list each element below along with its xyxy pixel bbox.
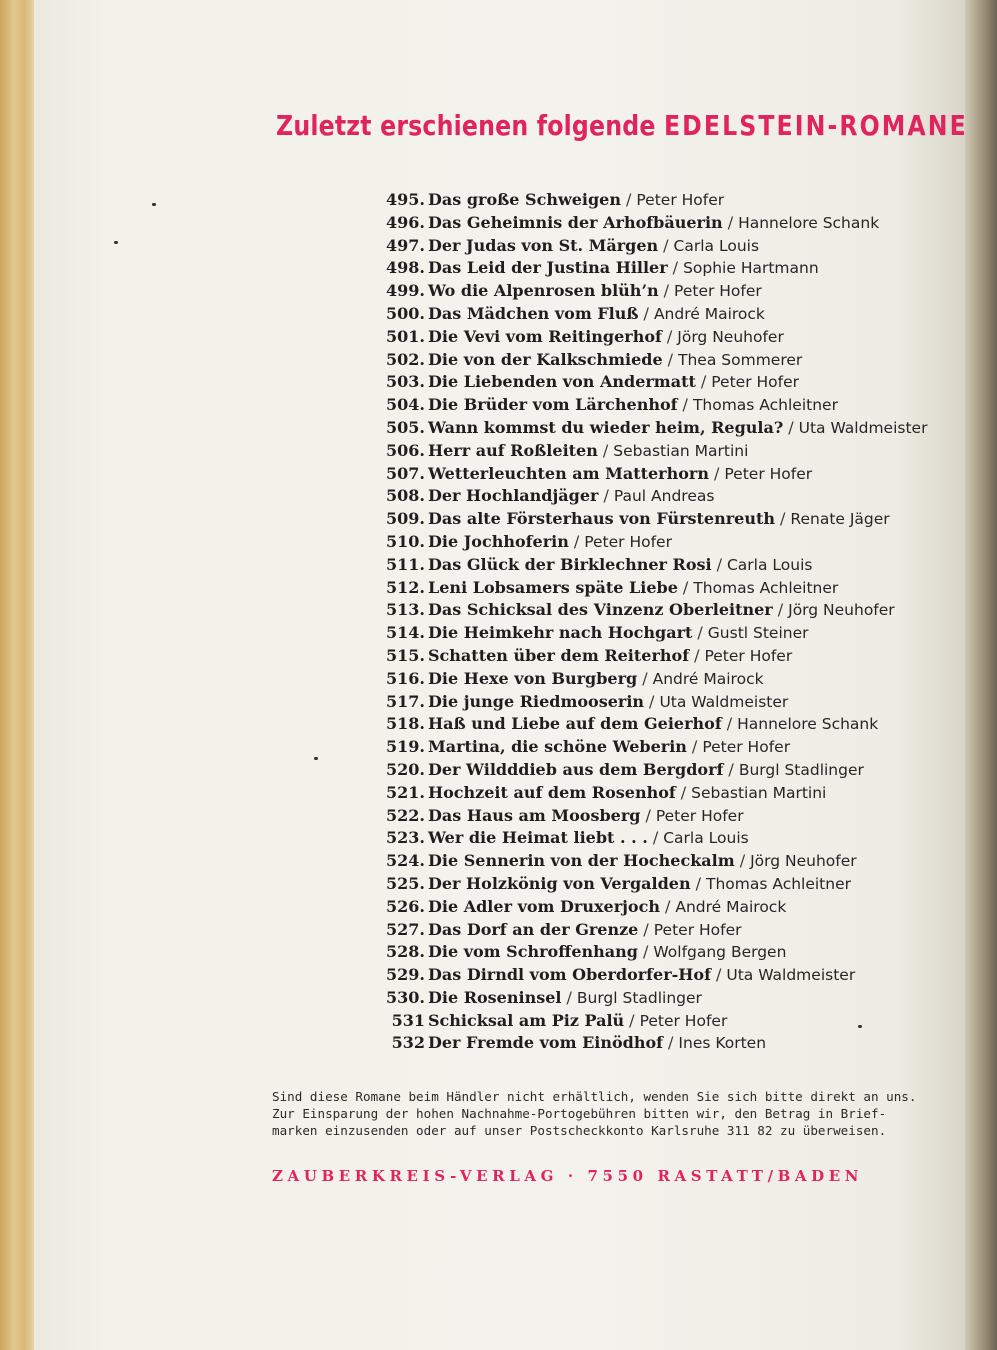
book-author: Jörg Neuhofer [750, 852, 857, 871]
paper-speck [114, 241, 118, 244]
separator: / [777, 600, 784, 620]
book-author: André Mairock [652, 669, 764, 688]
list-item [377, 577, 957, 600]
list-item [377, 919, 957, 942]
book-title: Haß und Liebe auf dem Geierhof [428, 714, 722, 734]
book-title: Wo die Alpenrosen blüh’n [428, 281, 659, 301]
separator: / [788, 417, 794, 437]
book-title: Herr auf Roßleiten [428, 440, 598, 460]
list-item [377, 987, 957, 1010]
separator: / [728, 759, 734, 779]
book-author: Peter Hofer [711, 373, 800, 392]
separator: / [713, 463, 720, 483]
book-author: Peter Hofer [584, 532, 672, 551]
book-title: Das Glück der Birklechner Rosi [428, 554, 712, 574]
book-title: Die Heimkehr nach Hochgart [428, 623, 693, 643]
book-number: 510. [386, 531, 425, 551]
separator: / [643, 919, 649, 939]
separator: / [726, 714, 733, 734]
separator: / [682, 577, 689, 597]
book-author: Carla Louis [726, 555, 813, 574]
book-title: Die Roseninsel [428, 987, 562, 1007]
list-item [377, 1032, 957, 1055]
book-author: Thomas Achleitner [692, 396, 838, 415]
book-number: 516. [386, 668, 425, 688]
list-item [377, 326, 957, 349]
book-author: Paul Andreas [613, 487, 715, 506]
book-author: Carla Louis [663, 829, 749, 848]
book-number: 508. [386, 486, 425, 506]
book-title: Leni Lobsamers späte Liebe [428, 577, 678, 597]
book-author: Jörg Neuhofer [677, 327, 784, 346]
list-item [377, 349, 957, 372]
book-number: 514. [386, 623, 425, 643]
list-item [377, 212, 957, 235]
book-title: Das Leid der Justina Hiller [428, 258, 668, 278]
list-item [377, 736, 957, 759]
book-author: Ines Korten [678, 1034, 767, 1053]
page-title [276, 110, 968, 142]
list-item [377, 964, 957, 987]
list-item [377, 1010, 957, 1033]
book-author: Burgl Stadlinger [738, 760, 864, 779]
separator: / [625, 190, 632, 209]
book-author: Thomas Achleitner [693, 578, 839, 597]
separator: / [649, 691, 655, 711]
book-number: 504. [386, 395, 425, 415]
book-number: 505. [386, 417, 425, 437]
list-item [377, 303, 957, 326]
list-item [377, 531, 957, 554]
book-number: 525. [386, 873, 425, 893]
separator: / [727, 212, 734, 232]
book-author: Peter Hofer [636, 191, 725, 209]
book-number: 495. [386, 190, 425, 209]
book-number: 502. [386, 349, 425, 369]
book-title: Der Hochlandjäger [428, 486, 599, 506]
book-title: Wetterleuchten am Matterhorn [428, 463, 709, 483]
book-number: 509. [386, 509, 425, 529]
book-author: Uta Waldmeister [726, 966, 856, 985]
list-item [377, 941, 957, 964]
list-item [377, 850, 957, 873]
book-author: Uta Waldmeister [798, 418, 928, 437]
list-item [377, 394, 957, 417]
list-item [377, 759, 957, 782]
separator: / [573, 531, 580, 551]
book-number: 521. [386, 782, 425, 802]
list-item [377, 782, 957, 805]
book-author: Burgl Stadlinger [576, 988, 702, 1007]
book-number: 530. [386, 987, 425, 1007]
book-title: Das alte Försterhaus von Fürstenreuth [428, 509, 775, 529]
title-prefix: Zuletzt erschienen folgende [276, 110, 656, 142]
list-item [377, 645, 957, 668]
list-item [377, 235, 957, 258]
book-number: 511. [386, 554, 425, 574]
list-item [377, 440, 957, 463]
separator: / [682, 395, 688, 415]
list-item [377, 827, 957, 850]
book-number: 527. [386, 919, 425, 939]
book-number: 513. [386, 600, 425, 620]
list-item [377, 485, 957, 508]
book-author: Peter Hofer [704, 646, 793, 665]
notice-line: Zur Einsparung der hohen Nachnahme-Portogebühren bitten wir, den Betrag in Brief- [272, 1106, 887, 1121]
book-title: Die Hexe von Burgberg [428, 668, 638, 688]
separator: / [664, 896, 671, 916]
separator: / [642, 942, 649, 962]
publisher-imprint: ZAUBERKREIS-VERLAG · 7550 RASTATT/BADEN [272, 1167, 864, 1185]
separator: / [716, 554, 722, 574]
list-item [377, 873, 957, 896]
notice-line: Sind diese Romane beim Händler nicht erhältlich, wenden Sie sich bitte direkt an uns. [272, 1089, 917, 1104]
book-author: Renate Jäger [790, 510, 890, 529]
paper-speck [152, 203, 156, 206]
paper-speck [858, 1025, 862, 1028]
book-author: Peter Hofer [653, 920, 742, 939]
book-title: Das Mädchen vom Fluß [428, 303, 639, 323]
book-number: 501. [386, 326, 425, 346]
book-title: Hochzeit auf dem Rosenhof [428, 782, 676, 802]
book-author: Sophie Hartmann [683, 259, 819, 278]
book-author: Uta Waldmeister [659, 692, 789, 711]
book-title: Der Fremde vom Einödhof [428, 1033, 664, 1053]
book-title: Das Schicksal des Vinzenz Oberleitner [428, 600, 773, 620]
separator: / [629, 1010, 635, 1030]
book-title: Der Holzkönig von Vergalden [428, 873, 691, 893]
book-title: Die Sennerin von der Hocheckalm [428, 851, 735, 871]
book-title: Die Vevi vom Reitingerhof [428, 326, 662, 346]
book-title: Das Dirndl vom Oberdorfer-Hof [428, 965, 711, 985]
book-number: 507. [386, 463, 425, 483]
book-title: Die vom Schroffenhang [428, 942, 638, 962]
book-number: 520. [386, 759, 425, 779]
book-number: 528. [386, 942, 425, 962]
separator: / [667, 349, 674, 369]
book-author: André Mairock [675, 897, 787, 916]
separator: / [663, 235, 669, 255]
book-author: Jörg Neuhofer [788, 601, 895, 620]
list-item [377, 896, 957, 919]
list-item [377, 508, 957, 531]
book-author: Gustl Steiner [707, 624, 809, 643]
book-number: 500. [386, 303, 425, 323]
book-list [377, 189, 957, 1055]
book-title: Martina, die schöne Weberin [428, 737, 687, 757]
separator: / [603, 486, 609, 506]
book-title: Wann kommst du wieder heim, Regula? [428, 417, 784, 437]
list-item [377, 554, 957, 577]
separator: / [697, 623, 703, 643]
list-item [377, 691, 957, 714]
separator: / [666, 326, 673, 346]
book-author: Peter Hofer [674, 282, 762, 301]
separator: / [739, 851, 746, 871]
book-number: 517. [386, 691, 425, 711]
book-title: Die Adler vom Druxerjoch [428, 896, 660, 916]
separator: / [663, 281, 670, 301]
separator: / [602, 440, 609, 460]
book-title: Das große Schweigen [428, 190, 621, 209]
book-author: Thea Sommerer [678, 350, 803, 369]
book-author: Hannelore Schank [737, 715, 879, 734]
book-number: 497. [386, 235, 425, 255]
book-number: 498. [386, 258, 425, 278]
separator: / [780, 509, 786, 529]
book-title: Die Liebenden von Andermatt [428, 372, 696, 392]
book-author: Peter Hofer [724, 464, 813, 483]
book-title: Das Dorf an der Grenze [428, 919, 639, 939]
book-number: 503. [386, 372, 425, 392]
paper-speck [314, 757, 318, 760]
order-notice [272, 1088, 962, 1139]
book-number: 506. [386, 440, 425, 460]
list-item [377, 805, 957, 828]
separator: / [700, 372, 707, 392]
book-title: Die von der Kalkschmiede [428, 349, 663, 369]
book-number: 529. [386, 965, 425, 985]
book-number: 526. [386, 896, 425, 916]
book-number: 512. [386, 577, 425, 597]
separator: / [642, 668, 648, 688]
book-author: Wolfgang Bergen [653, 943, 787, 962]
separator: / [691, 737, 698, 757]
list-item [377, 257, 957, 280]
book-number: 532 [391, 1033, 425, 1053]
separator: / [680, 782, 687, 802]
separator: / [652, 828, 659, 848]
book-number: 518. [386, 714, 425, 734]
book-number: 524. [386, 851, 425, 871]
binding-shadow [965, 0, 997, 1350]
book-number: 523. [386, 828, 425, 848]
book-author: Thomas Achleitner [705, 874, 851, 893]
separator: / [668, 1033, 674, 1053]
book-title: Das Haus am Moosberg [428, 805, 641, 825]
list-item [377, 713, 957, 736]
list-item [377, 599, 957, 622]
separator: / [566, 987, 572, 1007]
list-item [377, 280, 957, 303]
separator: / [645, 805, 651, 825]
list-item [377, 668, 957, 691]
separator: / [643, 303, 649, 323]
book-title: Die Brüder vom Lärchenhof [428, 395, 678, 415]
book-title: Wer die Heimat liebt . . . [428, 828, 648, 848]
book-title: Der Judas von St. Märgen [428, 235, 659, 255]
list-item [377, 622, 957, 645]
book-title: Die Jochhoferin [428, 531, 569, 551]
book-number: 522. [386, 805, 425, 825]
notice-line: marken einzusenden oder auf unser Postscheckkonto Karlsruhe 311 82 zu überweisen. [272, 1123, 887, 1138]
list-item [377, 463, 957, 486]
book-author: André Mairock [653, 304, 765, 323]
book-number: 515. [386, 645, 425, 665]
book-number: 499. [386, 281, 425, 301]
book-number: 531 [391, 1010, 425, 1030]
list-item [377, 371, 957, 394]
book-author: Carla Louis [673, 236, 760, 255]
separator: / [715, 965, 722, 985]
book-title: Die junge Riedmooserin [428, 691, 645, 711]
book-number: 519. [386, 737, 425, 757]
book-author: Hannelore Schank [738, 213, 880, 232]
book-author: Peter Hofer [655, 806, 744, 825]
book-title: Schatten über dem Reiterhof [428, 645, 690, 665]
book-title: Schicksal am Piz Palü [428, 1010, 625, 1030]
book-title: Das Geheimnis der Arhofbäuerin [428, 212, 723, 232]
series-name: EDELSTEIN-ROMANE [663, 110, 968, 142]
separator: / [694, 645, 700, 665]
book-title: Der Wildddieb aus dem Bergdorf [428, 759, 724, 779]
separator: / [672, 258, 679, 278]
list-item [377, 189, 957, 212]
book-author: Sebastian Martini [613, 441, 749, 460]
book-author: Sebastian Martini [691, 783, 827, 802]
book-author: Peter Hofer [639, 1011, 728, 1030]
separator: / [695, 873, 701, 893]
list-item [377, 417, 957, 440]
book-author: Peter Hofer [702, 738, 791, 757]
book-number: 496. [386, 212, 425, 232]
